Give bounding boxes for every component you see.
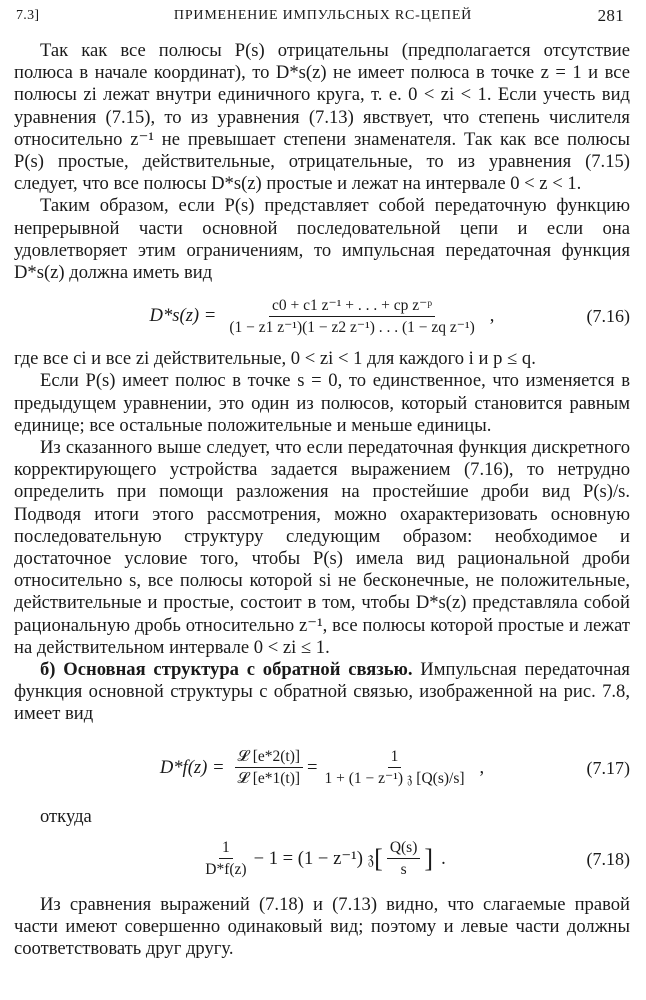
paragraph-poles: Так как все полюсы P(s) отрицательны (предполагается отсутствие полюса в начале координат), то D*s(z) не имеет полюса в точке z = 1 и все полюсы zi лежат внутри единичного круга, т. е. 0 < zi < 1. Если учесть вид уравнения (7.15), то из уравнения (7.13) явствует, что степень числителя относительно z⁻¹ не превышает степени знаменателя. Так как все полюсы P(s) простые, действительные, отрицательные, то из уравнения (7.15) следует, что все полюсы D*s(z) простые и лежат на интервале 0 < z < 1. — [14, 40, 630, 195]
eq717-lhs: D*f(z) = — [159, 756, 225, 778]
paragraph-summary: Из сказанного выше следует, что если передаточная функция дискретного корректирующего устройства задается выражением (7.16), то нетрудно определить при помощи разложения на простейшие дроби вид P(s)/s. Подводя итоги этого рассмотрения, можно охарактеризовать основную последовательную структуру следующим образом: необходимое и достаточное условие того, чтобы P(s) имела вид рациональной дроби относительно s, все полюсы которой si не бесконечные, не положительные, действительные и простые, состоит в том, чтобы D*s(z) представляла собой рациональную дробь относительно z⁻¹, все полюсы которой простые и лежат на действительном интервале 0 < zi ≤ 1. — [14, 437, 630, 658]
eq718-denominator: D*f(z) — [205, 861, 247, 879]
eq718-q-numerator: Q(s) — [387, 838, 421, 859]
eq718-bracket-right: ] — [424, 843, 434, 873]
equation-7-18 — [14, 832, 630, 886]
equation-7-16 — [14, 292, 630, 340]
eq718-q-denominator: s — [400, 861, 407, 879]
eq718-middle: − 1 = (1 − z⁻¹) 𝔷 — [253, 847, 375, 869]
eq718-fraction-q — [387, 838, 421, 879]
eq718-number: (7.18) — [586, 848, 630, 869]
eq718-bracket-left: [ — [374, 843, 383, 873]
eq717-numerator-1: 𝓛 [e*2(t)] — [235, 747, 303, 768]
eq716-number: (7.16) — [586, 306, 630, 327]
eq717-fraction-laplace — [235, 747, 303, 788]
eq718-fraction-inverse — [202, 838, 249, 879]
eq717-equals: = — [307, 756, 318, 778]
paragraph-where: где все ci и все zi действительные, 0 < zi < 1 для каждого i и p ≤ q. — [14, 348, 536, 370]
eq716-numerator: c0 + c1 z⁻¹ + . . . + cp z⁻ᵖ — [269, 296, 435, 317]
paragraph-feedback — [14, 659, 630, 726]
eq718-numerator: 1 — [219, 838, 233, 859]
paragraph-comparison: Из сравнения выражений (7.18) и (7.13) видно, что слагаемые правой части имеют совершенно одинаковый вид; поэтому и левые части должны соответствовать друг другу. — [14, 893, 630, 960]
label-whence: откуда — [40, 805, 92, 827]
eq717-numerator-2: 1 — [388, 747, 402, 768]
equation-7-17 — [14, 738, 630, 798]
running-title: ПРИМЕНЕНИЕ ИМПУЛЬСНЫХ RC-ЦЕПЕЙ — [173, 8, 473, 23]
eq717-comma: , — [479, 756, 485, 778]
eq716-lhs: D*s(z) = — [149, 305, 217, 327]
eq717-fraction-result — [322, 747, 468, 788]
eq717-number: (7.17) — [586, 757, 630, 778]
eq717-denominator-1: 𝓛 [e*1(t)] — [237, 770, 301, 788]
eq717-denominator-2: 1 + (1 − z⁻¹) 𝔷 [Q(s)/s] — [324, 770, 465, 788]
feedback-text: Импульсная передаточная функция основной структуры с обратной связью, изображенной на рис. 7.8, имеет вид — [14, 659, 630, 725]
section-number: 7.3] — [16, 8, 40, 23]
eq716-denominator: (1 − z1 z⁻¹)(1 − z2 z⁻¹) . . . (1 − zq z⁻¹) — [229, 318, 475, 336]
eq716-fraction — [226, 296, 477, 337]
page-number: 281 — [597, 6, 624, 25]
page-body — [14, 40, 630, 961]
subsection-heading: б) Основная структура с обратной связью. — [40, 659, 413, 681]
paragraph-pole-zero: Если P(s) имеет полюс в точке s = 0, то единственное, что изменяется в предыдущем уравнении, это один из полюсов, который становится равным единице; все остальные положительные и меньше единицы. — [14, 370, 630, 436]
eq716-comma: , — [489, 305, 495, 327]
paragraph-thus: Таким образом, если P(s) представляет собой передаточную функцию непрерывной части основной последовательной цепи и если она удовлетворяет этим ограничениям, то импульсная передаточная функция D*s(z) должна иметь вид — [14, 195, 630, 284]
eq718-period: . — [441, 847, 446, 869]
